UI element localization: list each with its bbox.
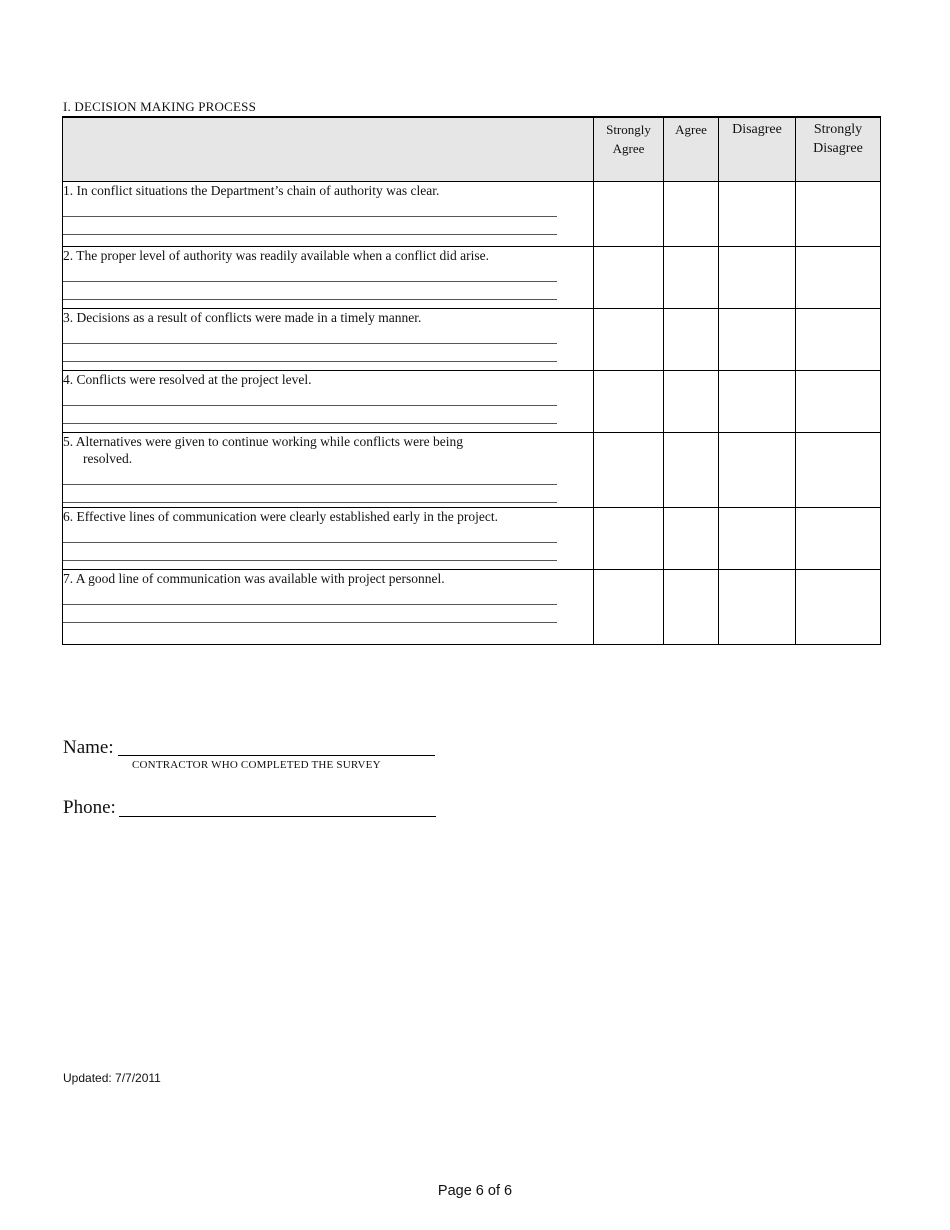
comment-line[interactable] [63,264,557,282]
question-text: 1. In conflict situations the Department’s chain of authority was clear. [63,183,440,198]
phone-input-line[interactable] [119,816,436,817]
answer-cell-strongly-agree[interactable] [594,508,664,570]
question-cell [63,433,594,508]
comment-line[interactable] [63,485,557,503]
question-cell [63,182,594,247]
answer-cell-strongly-agree[interactable] [594,371,664,433]
answer-cell-strongly-disagree[interactable] [796,182,881,247]
question-text: 3. Decisions as a result of conflicts were made in a timely manner. [63,310,422,325]
comment-line[interactable] [63,543,557,561]
phone-label: Phone: [63,797,116,818]
answer-cell-strongly-disagree[interactable] [796,247,881,309]
table-row [63,508,881,570]
survey-table [62,116,881,645]
column-header-agree: Agree [664,117,719,182]
question-cell [63,570,594,645]
question-cell [63,309,594,371]
answer-cell-agree[interactable] [664,247,719,309]
answer-cell-strongly-agree[interactable] [594,182,664,247]
answer-cell-agree[interactable] [664,182,719,247]
table-header-row [63,117,881,182]
comment-line[interactable] [63,217,557,235]
table-row [63,433,881,508]
answer-cell-disagree[interactable] [719,182,796,247]
answer-cell-strongly-disagree[interactable] [796,508,881,570]
comment-line[interactable] [63,605,557,623]
question-text: 6. Effective lines of communication were clearly established early in the project. [63,509,498,524]
name-caption: CONTRACTOR WHO COMPLETED THE SURVEY [132,759,381,771]
answer-cell-disagree[interactable] [719,570,796,645]
answer-cell-disagree[interactable] [719,247,796,309]
answer-cell-agree[interactable] [664,570,719,645]
table-row [63,247,881,309]
column-header-strongly-agree: Strongly Agree [594,117,664,182]
comment-line[interactable] [63,388,557,406]
answer-cell-disagree[interactable] [719,433,796,508]
answer-cell-strongly-agree[interactable] [594,247,664,309]
answer-cell-strongly-disagree[interactable] [796,309,881,371]
answer-cell-agree[interactable] [664,508,719,570]
comment-line[interactable] [63,344,557,362]
answer-cell-agree[interactable] [664,309,719,371]
question-text: 2. The proper level of authority was readily available when a conflict did arise. [63,248,489,263]
question-cell [63,371,594,433]
answer-cell-strongly-disagree[interactable] [796,570,881,645]
name-label: Name: [63,737,114,758]
answer-cell-strongly-disagree[interactable] [796,433,881,508]
answer-cell-strongly-agree[interactable] [594,309,664,371]
comment-line[interactable] [63,326,557,344]
comment-line[interactable] [63,587,557,605]
table-row [63,309,881,371]
question-cell [63,508,594,570]
answer-cell-strongly-agree[interactable] [594,433,664,508]
updated-date: Updated: 7/7/2011 [63,1071,161,1085]
column-header-strongly-disagree: Strongly Disagree [796,117,881,182]
question-cell [63,247,594,309]
answer-cell-disagree[interactable] [719,371,796,433]
answer-cell-disagree[interactable] [719,508,796,570]
comment-line[interactable] [63,467,557,485]
question-text: 4. Conflicts were resolved at the project level. [63,372,312,387]
comment-line[interactable] [63,282,557,300]
comment-line[interactable] [63,406,557,424]
page-number: Page 6 of 6 [437,1183,513,1199]
question-column-header [63,117,594,182]
question-text: 7. A good line of communication was available with project personnel. [63,571,445,586]
answer-cell-agree[interactable] [664,433,719,508]
comment-line[interactable] [63,525,557,543]
answer-cell-agree[interactable] [664,371,719,433]
answer-cell-strongly-agree[interactable] [594,570,664,645]
answer-cell-strongly-disagree[interactable] [796,371,881,433]
table-row [63,570,881,645]
section-title: I. DECISION MAKING PROCESS [63,99,256,114]
name-input-line[interactable] [118,755,435,756]
column-header-disagree: Disagree [719,117,796,182]
answer-cell-disagree[interactable] [719,309,796,371]
table-row [63,182,881,247]
question-text: 5. Alternatives were given to continue working while conflicts were being [63,434,464,449]
comment-line[interactable] [63,199,557,217]
question-text-continued: resolved. [83,451,133,466]
table-row [63,371,881,433]
